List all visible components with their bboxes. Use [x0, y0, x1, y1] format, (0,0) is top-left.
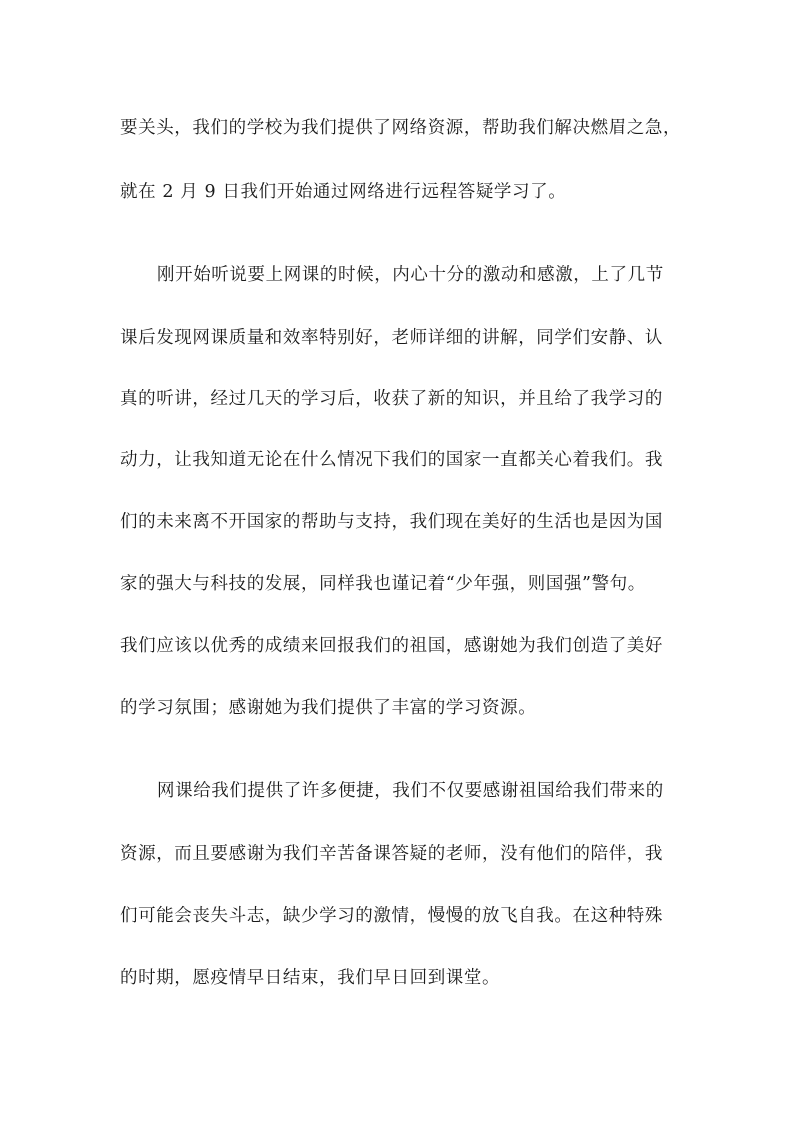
text-line: 的时期，愿疫情早日结束，我们早日回到课堂。: [120, 968, 501, 988]
paragraph-first-line: 刚开始听说要上网课的时候，内心十分的激动和感激，上了几节: [157, 265, 664, 285]
text-line: 们可能会丧失斗志，缺少学习的激情，慢慢的放飞自我。在这种特殊: [120, 906, 663, 926]
text-line: 家的强大与科技的发展，同样我也谨记着“少年强，则国强”警句。: [120, 574, 646, 594]
text-line: 真的听讲，经过几天的学习后，收获了新的知识，并且给了我学习的: [120, 389, 663, 409]
text-line: 就在 2 月 9 日我们开始通过网络进行远程答疑学习了。: [120, 182, 567, 202]
text-line: 我们应该以优秀的成绩来回报我们的祖国，感谢她为我们创造了美好: [120, 636, 663, 656]
text-line: 们的未来离不开国家的帮助与支持，我们现在美好的生活也是因为国: [120, 512, 663, 532]
text-line: 要关头，我们的学校为我们提供了网络资源，帮助我们解决燃眉之急，: [120, 118, 682, 138]
text-line: 动力，让我知道无论在什么情况下我们的国家一直都关心着我们。我: [120, 450, 663, 470]
text-line: 资源，而且要感谢为我们辛苦备课答疑的老师，没有他们的陪伴，我: [120, 844, 663, 864]
text-line: 课后发现网课质量和效率特别好，老师详细的讲解，同学们安静、认: [120, 328, 663, 348]
text-line: 的学习氛围；感谢她为我们提供了丰富的学习资源。: [120, 698, 537, 718]
paragraph-first-line: 网课给我们提供了许多便捷，我们不仅要感谢祖国给我们带来的: [157, 781, 664, 801]
